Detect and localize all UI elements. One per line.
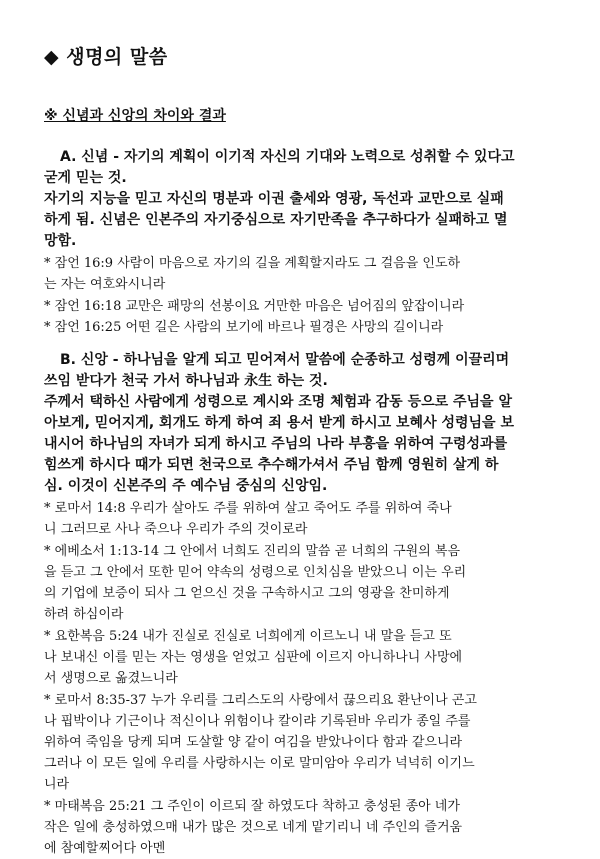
verse-line: 작은 일에 충성하였으매 내가 많은 것으로 네게 맡기리니 네 주인의 즐거움 [44, 820, 463, 835]
section-b-line: 아보게, 믿어지게, 회개도 하게 하여 죄 용서 받게 하시고 보혜사 성령님을 보 [44, 415, 514, 431]
verse-line: * 에베소서 1:13-14 그 안에서 너희도 진리의 말씀 곧 너희의 구원의 복음 [44, 544, 461, 559]
verse-line: 그러나 이 모든 일에 우리를 사랑하시는 이로 말미암아 우리가 넉넉히 이기느 [44, 756, 475, 771]
section-a-line: 굳게 믿는 것. [44, 170, 127, 186]
section-a-line: 망함. [44, 233, 77, 249]
section-b-line: 주께서 택하신 사람에게 성령으로 계시와 조명 체험과 감동 등으로 주님을 알 [44, 394, 512, 410]
section-a-line: 하게 됨. 신념은 인본주의 자기중심으로 자기만족을 추구하다가 실패하고 멸 [44, 212, 508, 228]
verse-line: * 로마서 14:8 우리가 살아도 주를 위하여 살고 죽어도 주를 위하여 죽나 [44, 501, 452, 516]
page-title: ◆ 생명의 말씀 [44, 46, 168, 68]
verse-line: * 잠언 16:25 어떤 길은 사람의 보기에 바르나 필경은 사망의 길이니라 [44, 320, 444, 335]
verse-line: * 잠언 16:18 교만은 패망의 선봉이요 거만한 마음은 넘어짐의 앞잡이니라 [44, 299, 465, 314]
verse-line: 니 그러므로 사나 죽으나 우리가 주의 것이로라 [44, 522, 308, 537]
verse-line: * 로마서 8:35-37 누가 우리를 그리스도의 사랑에서 끊으리요 환난이나 곤고 [44, 693, 477, 708]
section-a-heading: A. 신념 - 자기의 계획이 이기적 자신의 기대와 노력으로 성취할 수 있다고 [60, 149, 515, 165]
verse-line: 의 기업에 보증이 되사 그 얻으신 것을 구속하시고 그의 영광을 찬미하게 [44, 586, 450, 601]
subtitle-text: ※ 신념과 신앙의 차이와 결과 [44, 108, 226, 124]
verse-line: 을 듣고 그 안에서 또한 믿어 약속의 성령으로 인치심을 받았으니 이는 우리 [44, 565, 467, 580]
verse-line: 니라 [44, 777, 70, 792]
verse-line: * 마태복음 25:21 그 주인이 이르되 잘 하였도다 착하고 충성된 종아 네가 [44, 799, 460, 814]
section-b-line: 내시어 하나님의 자녀가 되게 하시고 주님의 나라 부흥을 위하여 구령성과를 [44, 436, 508, 452]
section-a-line: 자기의 지능을 믿고 자신의 명분과 이권 출세와 영광, 독선과 교만으로 실패 [44, 191, 504, 207]
section-b-line: 심. 이것이 신본주의 주 예수님 중심의 신앙임. [44, 478, 328, 494]
verse-line: * 요한복음 5:24 내가 진실로 진실로 너희에게 이르노니 내 말을 듣고 또 [44, 629, 452, 644]
verse-line: * 잠언 16:9 사람이 마음으로 자기의 길을 계획할지라도 그 걸음을 인도하 [44, 256, 461, 271]
section-b-line: 힘쓰게 하시다 때가 되면 천국으로 추수해가셔서 주님 함께 영원히 살게 하 [44, 457, 499, 473]
section-b-heading: B. 신앙 - 하나님을 알게 되고 믿어져서 말씀에 순종하고 성령께 이끌리며 [60, 352, 510, 368]
section-subtitle [44, 105, 226, 125]
verse-line: 위하여 죽임을 당케 되며 도살할 양 같이 여김을 받았나이다 함과 같으니라 [44, 735, 463, 750]
verse-line: 에 참예할찌어다 아멘 [44, 841, 166, 856]
verse-line: 하려 하심이라 [44, 607, 124, 622]
verse-line: 나 보내신 이를 믿는 자는 영생을 얻었고 심판에 이르지 아니하나니 사망에 [44, 650, 463, 665]
verse-line: 는 자는 여호와시니라 [44, 277, 166, 292]
section-b-line: 쓰임 받다가 천국 가서 하나님과 永生 하는 것. [44, 373, 328, 389]
verse-line: 서 생명으로 옮겼느니라 [44, 671, 178, 686]
verse-line: 나 핍박이나 기근이나 적신이나 위험이나 칼이랴 기록된바 우리가 종일 주를 [44, 714, 471, 729]
